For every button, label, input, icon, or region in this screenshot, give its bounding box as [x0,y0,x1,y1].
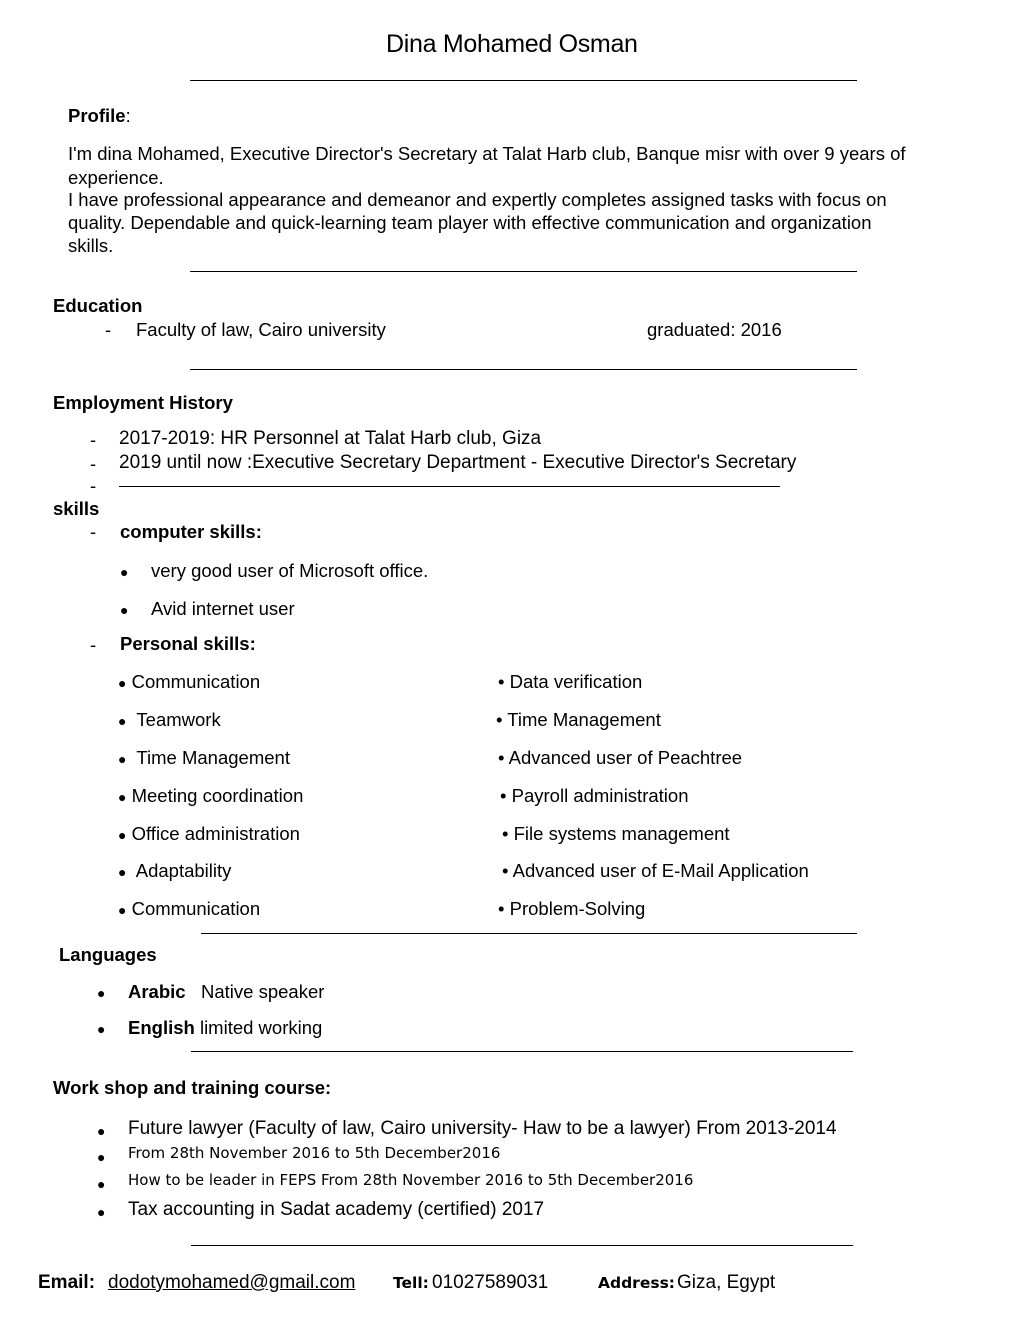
bullet-icon: ● [118,902,127,918]
personal-skill: • Problem-Solving [498,898,646,919]
list-dash: - [90,634,97,655]
list-item [97,1172,105,1194]
personal-skill: • Time Management [496,709,661,730]
address-value: Giza, Egypt [677,1272,776,1293]
bullet-icon: ● [120,602,129,618]
bullet-icon: ● [97,1021,106,1037]
list-item [97,1145,105,1167]
list-dash: - [90,521,97,542]
divider [190,80,857,81]
resume-name: Dina Mohamed Osman [386,30,638,58]
profile-line: I have professional appearance and demeanor and expertly completes assigned tasks with focus on [68,189,887,210]
personal-skill: ● Meeting coordination [118,785,304,806]
languages-heading: Languages [59,944,157,965]
workshop-item: From 28th November 2016 to 5th December2016 [128,1144,501,1162]
bullet-icon: ● [97,985,106,1001]
bullet-icon: ● [118,751,127,767]
list-item [97,1200,105,1222]
computer-skill: Avid internet user [151,598,295,619]
tell-label: Tell: [393,1274,429,1292]
employment-heading: Employment History [53,392,233,413]
education-heading: Education [53,295,143,316]
workshop-item: Future lawyer (Faculty of law, Cairo university- Haw to be a lawyer) From 2013-2014 [128,1118,837,1139]
bullet-icon: ● [118,827,127,843]
list-item [97,1119,105,1141]
list-item [97,1017,105,1039]
employment-item: 2019 until now :Executive Secretary Department - Executive Director's Secretary [119,452,797,473]
personal-skill: • Data verification [498,671,643,692]
list-item [120,598,128,620]
personal-skill: ● Time Management [118,747,290,768]
divider [191,1051,853,1052]
divider [201,933,857,934]
workshop-item: How to be leader in FEPS From 28th November 2016 to 5th December2016 [128,1171,694,1189]
workshops-heading: Work shop and training course: [53,1077,332,1098]
profile-heading: Profile: [68,105,131,126]
personal-skill: • File systems management [502,823,730,844]
bullet-icon: ● [120,564,129,580]
language-item: Arabic Native speaker [128,981,325,1002]
computer-skill: very good user of Microsoft office. [151,560,429,581]
personal-skill: ● Communication [118,898,261,919]
employment-item: 2017-2019: HR Personnel at Talat Harb club, Giza [119,428,542,449]
skills-heading: skills [53,498,100,519]
list-item [120,560,128,582]
divider [190,271,857,272]
profile-line: quality. Dependable and quick-learning team player with effective communication and organization [68,212,872,233]
tell-value: 01027589031 [432,1272,549,1293]
personal-skill: ● Office administration [118,823,300,844]
list-dash: - [90,429,97,450]
bullet-icon: ● [97,1204,106,1220]
bullet-icon: ● [118,864,127,880]
bullet-icon: ● [118,713,127,729]
list-item [97,981,105,1003]
email-link[interactable]: dodotymohamed@gmail.com [108,1272,356,1293]
divider [191,1245,853,1246]
workshop-item: Tax accounting in Sadat academy (certified) 2017 [128,1199,545,1220]
computer-skills-heading: computer skills: [120,521,262,542]
profile-line: I'm dina Mohamed, Executive Director's Secretary at Talat Harb club, Banque misr with over 9 years of [68,143,906,164]
bullet-icon: ● [118,675,127,691]
personal-skill: ● Teamwork [118,709,221,730]
language-item: English limited working [128,1017,323,1038]
personal-skill: • Advanced user of Peachtree [498,747,743,768]
divider [190,369,857,370]
profile-line: skills. [68,235,114,256]
bullet-icon: ● [97,1123,106,1139]
education-graduated: graduated: 2016 [647,319,782,340]
list-dash: - [90,453,97,474]
profile-line: experience. [68,167,164,188]
personal-skill: ● Adaptability [118,860,232,881]
list-dash: - [90,475,97,496]
education-school: Faculty of law, Cairo university [136,319,386,340]
list-dash: - [105,319,112,340]
bullet-icon: ● [97,1176,106,1192]
personal-skill: • Advanced user of E-Mail Application [502,860,809,881]
email-label: Email: [38,1272,96,1293]
address-label: Address: [598,1274,675,1292]
personal-skill: • Payroll administration [500,785,689,806]
divider [119,486,780,487]
personal-skill: ● Communication [118,671,261,692]
bullet-icon: ● [97,1149,106,1165]
personal-skills-heading: Personal skills: [120,633,256,654]
bullet-icon: ● [118,789,127,805]
